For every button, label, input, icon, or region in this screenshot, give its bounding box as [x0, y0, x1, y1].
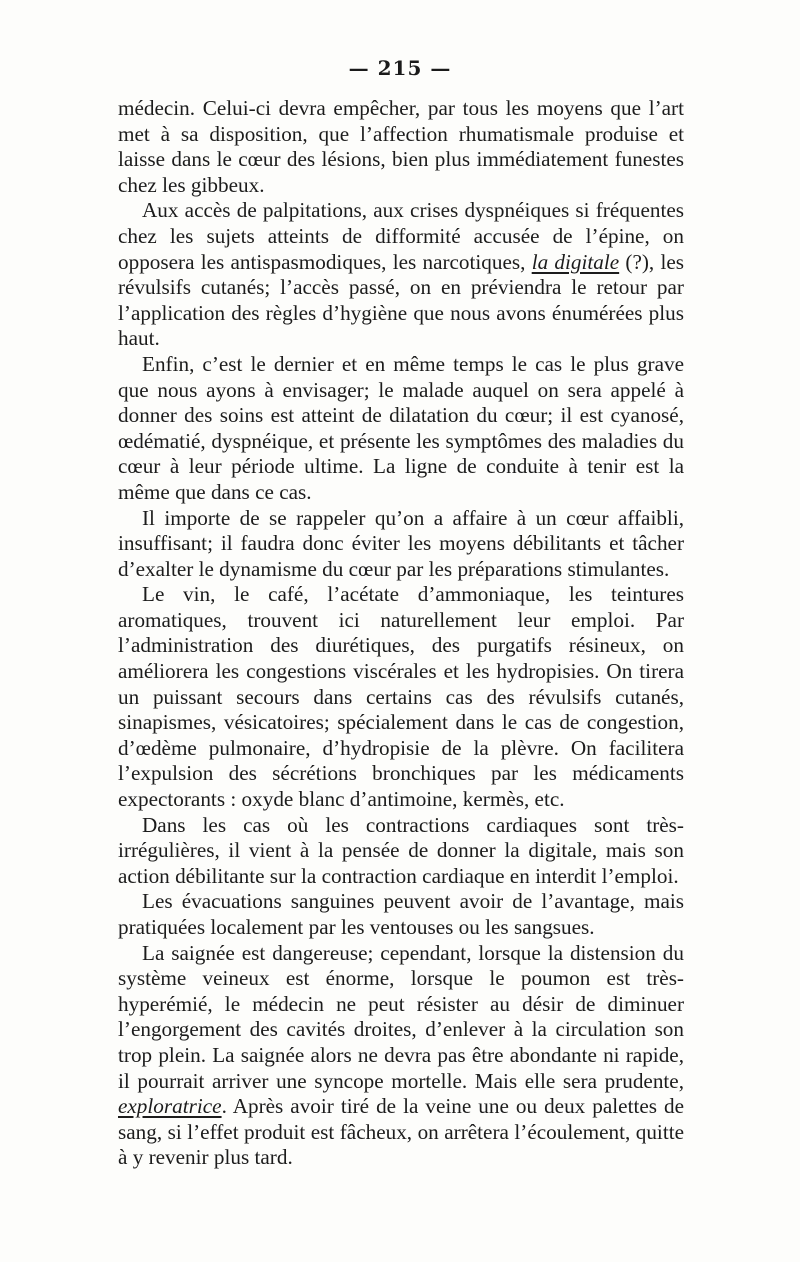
paragraph-8-text: La saignée est dangereuse; cependant, lorsque la distension du système veineux est énorme, lorsque le poumon est très-hyperémié, le médecin ne peut résister au désir de diminuer l’engorgement des cavités droites, d’enlever à la circulation son trop plein. La saignée alors ne devra pas être abondante ni rapide, il pourrait arriver une syncope mortelle. Mais elle sera prudente, — [118, 940, 684, 1093]
paragraph-8 — [118, 941, 684, 1171]
body-text — [118, 96, 684, 1171]
page-number: — 215 — — [348, 56, 452, 80]
paragraph-2 — [118, 198, 684, 352]
paragraph-6-text: Dans les cas où les contractions cardiaques sont très-irrégulières, il vient à la pensée de donner la digitale, mais son action débilitante sur la contraction cardiaque en interdit l’emploi. — [118, 812, 684, 888]
paragraph-8-emphasis: exploratrice — [118, 1094, 222, 1119]
paragraph-1 — [118, 96, 684, 198]
paragraph-2-text-end: (?), les révulsifs cutanés; l’accès passé, on en préviendra le retour par l’application des règles d’hygiène que nous avons énumérées plus haut. — [118, 249, 684, 351]
paragraph-5-text: Le vin, le café, l’acétate d’ammoniaque, les teintures aromatiques, trouvent ici naturellement leur emploi. Par l’administration des diurétiques, des purgatifs résineux, on améliorera les congestions viscérales et les hydropisies. On tirera un puissant secours dans certains cas des révulsifs cutanés, sinapismes, vésicatoires; spécialement dans le cas de congestion, d’œdème pulmonaire, d’hydropisie de la plèvre. On facilitera l’expulsion des sécrétions bronchiques par les médicaments expectorants : oxyde blanc d’antimoine, kermès, etc. — [118, 582, 684, 812]
paragraph-7 — [118, 889, 684, 940]
paragraph-7-text: Les évacuations sanguines peuvent avoir de l’avantage, mais pratiquées localement par les ventouses ou les sangsues. — [118, 889, 684, 939]
paragraph-4 — [118, 506, 684, 583]
paragraph-3 — [118, 352, 684, 506]
paragraph-6 — [118, 813, 684, 890]
paragraph-8-text-end: . Après avoir tiré de la veine une ou deux palettes de sang, si l’effet produit est fâcheux, on arrêtera l’écoulement, quitte à y revenir plus tard. — [118, 1094, 684, 1170]
paragraph-3-text: Enfin, c’est le dernier et en même temps le cas le plus grave que nous ayons à envisager; le malade auquel on sera appelé à donner des soins est atteint de dilatation du cœur; il est cyanosé, œdématié, dyspnéique, et présente les symptômes des maladies du cœur à leur période ultime. La ligne de conduite à tenir est la même que dans ce cas. — [118, 351, 684, 504]
paragraph-4-text: Il importe de se rappeler qu’on a affaire à un cœur affaibli, insuffisant; il faudra donc éviter les moyens débilitants et tâcher d’exalter le dynamisme du cœur par les préparations stimulantes. — [118, 505, 684, 581]
paragraph-1-text: médecin. Celui-ci devra empêcher, par tous les moyens que l’art met à sa disposition, que l’affection rhumatismale produise et laisse dans le cœur des lésions, bien plus immédiatement funestes chez les gibbeux. — [118, 96, 684, 197]
paragraph-2-emphasis: la digitale — [531, 249, 620, 274]
paragraph-2-text: Aux accès de palpitations, aux crises dyspnéiques si fréquentes chez les sujets atteints de difformité accusée de l’épine, on opposera les antispasmodiques, les narcotiques, — [118, 198, 684, 274]
paragraph-5 — [118, 582, 684, 812]
